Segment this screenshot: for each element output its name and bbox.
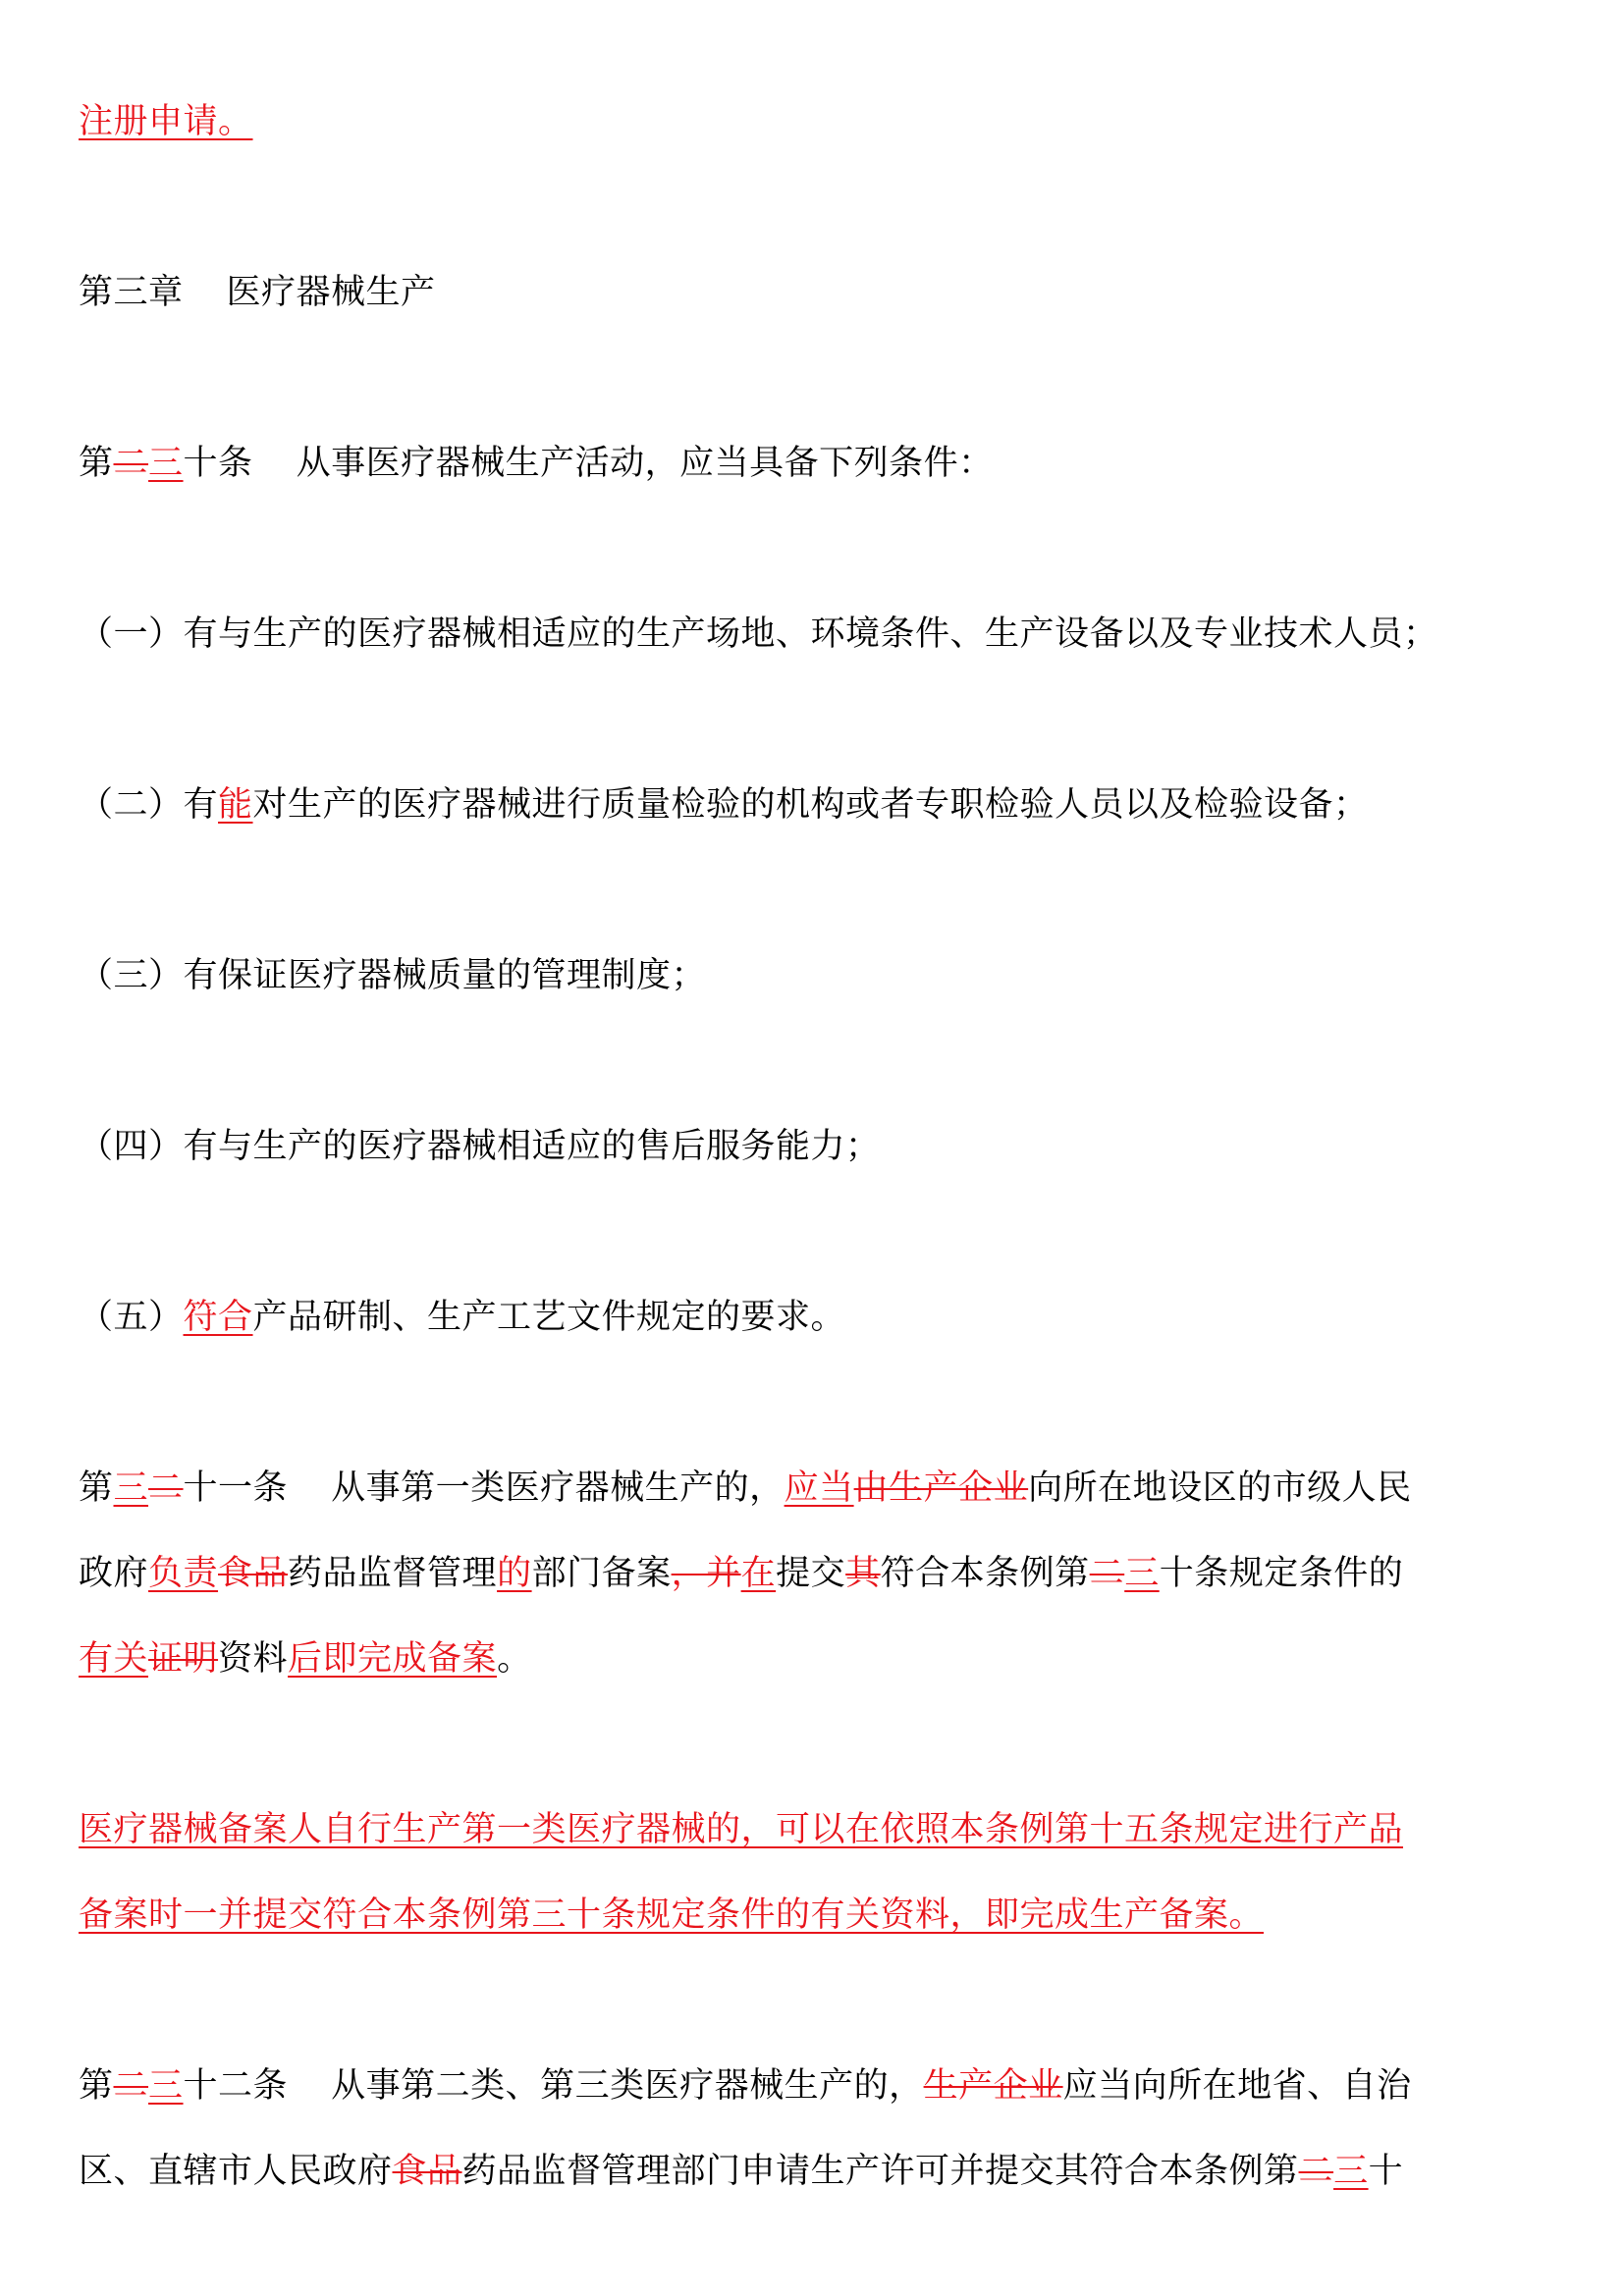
deleted-text: ，并 bbox=[671, 1554, 741, 1593]
item-4 bbox=[79, 1125, 1551, 1168]
text-run: 十一条 bbox=[183, 1468, 289, 1508]
inserted-text: 备案时一并提交符合本条例第三十条规定条件的有关资料，即完成生产备案。 bbox=[79, 1896, 1265, 1935]
inserted-text: 三 bbox=[1124, 1554, 1160, 1593]
inserted-text: 三 bbox=[113, 1468, 149, 1508]
text-run: 区、直辖市人民政府 bbox=[79, 2152, 393, 2191]
deleted-text: 二 bbox=[148, 1468, 184, 1508]
inserted-text: 符合 bbox=[183, 1298, 253, 1337]
chapter-title: 医疗器械生产 bbox=[226, 273, 436, 312]
text-run: 。 bbox=[497, 1639, 532, 1679]
deleted-text: 二 bbox=[113, 444, 149, 483]
text-run: 从事第一类医疗器械生产的， bbox=[331, 1468, 785, 1508]
inserted-text: 注册申请。 bbox=[79, 102, 253, 141]
inserted-text: 有关 bbox=[79, 1639, 149, 1679]
deleted-text: 食品 bbox=[218, 1554, 289, 1593]
article-31-line-2 bbox=[79, 1552, 1551, 1595]
inserted-text: 三 bbox=[148, 2066, 184, 2106]
item-1 bbox=[79, 613, 1551, 656]
text-run: 十 bbox=[1368, 2152, 1404, 2191]
chapter-heading bbox=[79, 271, 1551, 314]
text-run: 政府 bbox=[79, 1554, 149, 1593]
text-run: 提交 bbox=[776, 1554, 846, 1593]
article-31-line-3 bbox=[79, 1637, 1551, 1681]
text-run: 第 bbox=[79, 444, 114, 483]
article-31-line-1 bbox=[79, 1467, 1551, 1510]
deleted-text: 二 bbox=[1298, 2152, 1334, 2191]
item-3 bbox=[79, 954, 1551, 997]
text-run: 第 bbox=[79, 2066, 114, 2106]
text-run: 产品研制、生产工艺文件规定的要求。 bbox=[252, 1298, 846, 1337]
article-32-line-2 bbox=[79, 2150, 1551, 2193]
article-30-heading bbox=[79, 442, 1551, 485]
text-run: （一）有与生产的医疗器械相适应的生产场地、环境条件、生产设备以及专业技术人员； bbox=[79, 614, 1438, 654]
text-run: 十条 bbox=[183, 444, 253, 483]
inserted-text: 后即完成备案 bbox=[288, 1639, 498, 1679]
deleted-text: 二 bbox=[113, 2066, 149, 2106]
text-run: 对生产的医疗器械进行质量检验的机构或者专职检验人员以及检验设备； bbox=[252, 785, 1369, 825]
inserted-text: 在 bbox=[740, 1554, 777, 1593]
article-31-paragraph-2-line-2 bbox=[79, 1894, 1551, 1937]
text-line-1 bbox=[79, 100, 1551, 143]
inserted-text: 负责 bbox=[148, 1554, 219, 1593]
inserted-text: 能 bbox=[218, 785, 253, 825]
deleted-text: 证明 bbox=[148, 1639, 219, 1679]
text-run: （三）有保证医疗器械质量的管理制度； bbox=[79, 956, 707, 995]
text-run: 应当向所在地省、自治 bbox=[1062, 2066, 1412, 2106]
text-run: 部门备案 bbox=[531, 1554, 672, 1593]
item-5 bbox=[79, 1296, 1551, 1339]
text-run: （五） bbox=[79, 1298, 184, 1337]
text-run: （四）有与生产的医疗器械相适应的售后服务能力； bbox=[79, 1127, 881, 1166]
inserted-text: 三 bbox=[148, 444, 184, 483]
article-32-line-1 bbox=[79, 2064, 1551, 2108]
chapter-number: 第三章 bbox=[79, 273, 184, 312]
text-run: 从事医疗器械生产活动，应当具备下列条件： bbox=[296, 444, 994, 483]
inserted-text: 应当 bbox=[784, 1468, 854, 1508]
text-run: 第 bbox=[79, 1468, 114, 1508]
inserted-text: 的 bbox=[497, 1554, 532, 1593]
text-run: 符合本条例第 bbox=[880, 1554, 1090, 1593]
text-run: 从事第二类、第三类医疗器械生产的， bbox=[331, 2066, 924, 2106]
deleted-text: 二 bbox=[1089, 1554, 1125, 1593]
text-run: 向所在地设区的市级人民 bbox=[1028, 1468, 1412, 1508]
deleted-text: 生产企业 bbox=[923, 2066, 1063, 2106]
text-run: 药品监督管理 bbox=[288, 1554, 498, 1593]
text-run: （二）有 bbox=[79, 785, 219, 825]
inserted-text: 三 bbox=[1333, 2152, 1369, 2191]
text-run: 十二条 bbox=[183, 2066, 289, 2106]
inserted-text: 医疗器械备案人自行生产第一类医疗器械的，可以在依照本条例第十五条规定进行产品 bbox=[79, 1810, 1404, 1849]
text-run: 资料 bbox=[218, 1639, 289, 1679]
deleted-text: 由生产企业 bbox=[853, 1468, 1029, 1508]
article-31-paragraph-2-line-1 bbox=[79, 1808, 1551, 1851]
deleted-text: 其 bbox=[845, 1554, 881, 1593]
text-run: 十条规定条件的 bbox=[1159, 1554, 1404, 1593]
text-run: 药品监督管理部门申请生产许可并提交其符合本条例第 bbox=[461, 2152, 1299, 2191]
item-2 bbox=[79, 783, 1551, 827]
deleted-text: 食品 bbox=[392, 2152, 462, 2191]
